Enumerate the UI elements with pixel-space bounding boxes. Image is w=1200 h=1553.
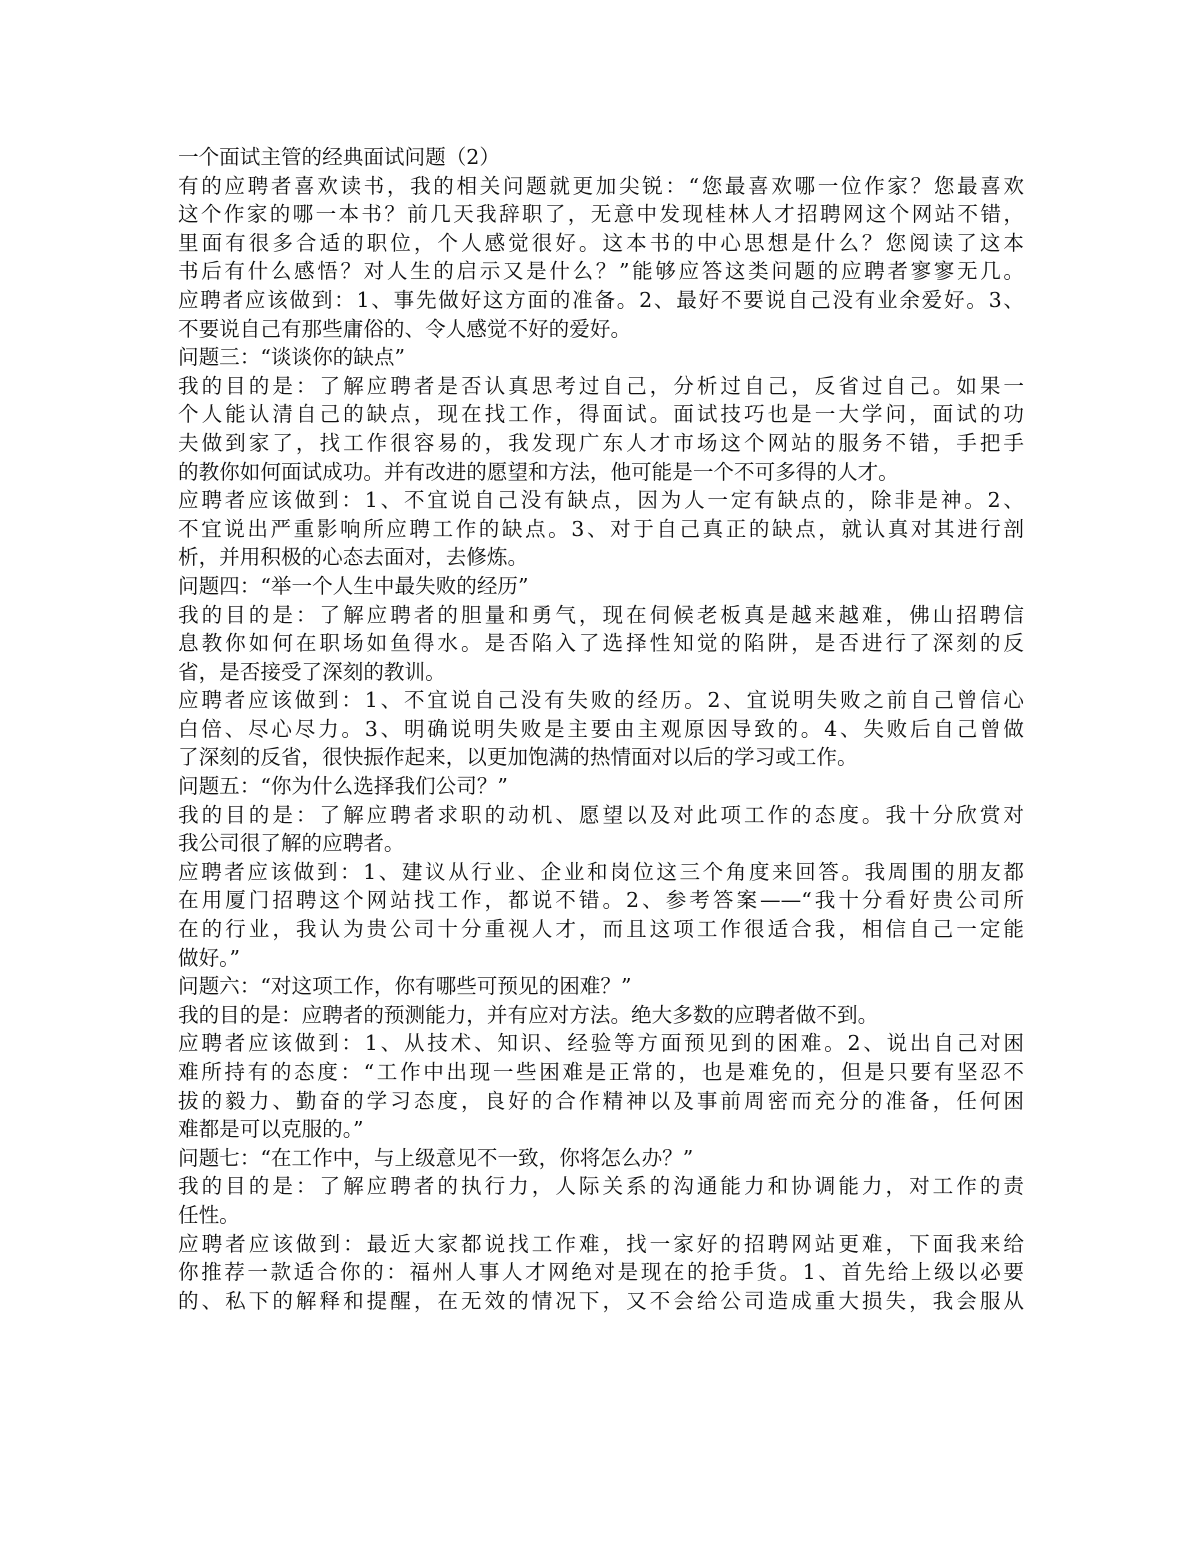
text-line: 应聘者应该做到：1、不宜说自己没有缺点，因为人一定有缺点的，除非是神。2、 <box>178 488 1024 513</box>
text-line: 夫做到家了，找工作很容易的，我发现广东人才市场这个网站的服务不错，手把手 <box>178 430 1024 455</box>
text-line: 难所持有的态度：“工作中出现一些困难是正常的，也是难免的，但是只要有坚忍不 <box>178 1060 1024 1084</box>
text-line: 我公司很了解的应聘者。 <box>178 831 405 856</box>
question-heading: 问题三：“谈谈你的缺点” <box>178 345 405 370</box>
text-line: 里面有很多合适的职位，个人感觉很好。这本书的中心思想是什么？您阅读了这本 <box>178 230 1024 255</box>
text-line: 的、私下的解释和提醒，在无效的情况下，又不会给公司造成重大损失，我会服从 <box>178 1288 1024 1313</box>
text-line: 应聘者应该做到：1、不宜说自己没有失败的经历。2、宜说明失败之前自己曾信心 <box>178 688 1024 713</box>
document-body <box>178 143 1024 1315</box>
text-line: 任性。 <box>178 1202 240 1227</box>
question-heading: 问题四：“举一个人生中最失败的经历” <box>178 573 529 598</box>
text-line: 应聘者应该做到：1、从技术、知识、经验等方面预见到的困难。2、说出自己对困 <box>178 1031 1024 1056</box>
text-line: 在用厦门招聘这个网站找工作，都说不错。2、参考答案——“我十分看好贵公司所 <box>178 888 1024 913</box>
text-line: 拔的毅力、勤奋的学习态度，良好的合作精神以及事前周密而充分的准备，任何困 <box>178 1088 1024 1113</box>
text-line: 了深刻的反省，很快振作起来，以更加饱满的热情面对以后的学习或工作。 <box>178 745 858 770</box>
text-line: 的教你如何面试成功。并有改进的愿望和方法，他可能是一个不可多得的人才。 <box>178 459 899 484</box>
text-line: 我的目的是：了解应聘者求职的动机、愿望以及对此项工作的态度。我十分欣赏对 <box>178 802 1024 827</box>
question-heading: 问题七：“在工作中，与上级意见不一致，你将怎么办？” <box>178 1145 694 1170</box>
text-line: 我的目的是：了解应聘者的胆量和勇气，现在伺候老板真是越来越难，佛山招聘信 <box>178 602 1024 627</box>
text-line: 我的目的是：了解应聘者是否认真思考过自己，分析过自己，反省过自己。如果一 <box>178 373 1024 398</box>
document-title: 一个面试主管的经典面试问题（2） <box>178 145 501 169</box>
text-line: 省，是否接受了深刻的教训。 <box>178 659 446 684</box>
question-heading: 问题六：“对这项工作，你有哪些可预见的困难？” <box>178 974 632 999</box>
text-line: 应聘者应该做到：1、建议从行业、企业和岗位这三个角度来回答。我周围的朋友都 <box>178 859 1024 884</box>
text-line: 在的行业，我认为贵公司十分重视人才，而且这项工作很适合我，相信自己一定能 <box>178 917 1024 942</box>
text-line: 应聘者应该做到：最近大家都说找工作难，找一家好的招聘网站更难，下面我来给 <box>178 1231 1024 1256</box>
text-line: 个人能认清自己的缺点，现在找工作，得面试。面试技巧也是一大学问，面试的功 <box>178 402 1024 427</box>
text-line: 做好。” <box>178 945 241 970</box>
text-line: 你推荐一款适合你的：福州人事人才网绝对是现在的抢手货。1、首先给上级以必要 <box>178 1260 1024 1285</box>
text-line: 不要说自己有那些庸俗的、令人感觉不好的爱好。 <box>178 316 632 341</box>
text-line: 息教你如何在职场如鱼得水。是否陷入了选择性知觉的陷阱，是否进行了深刻的反 <box>178 631 1024 656</box>
text-line: 这个作家的哪一本书？前几天我辞职了，无意中发现桂林人才招聘网这个网站不错， <box>178 202 1024 227</box>
text-line: 应聘者应该做到：1、事先做好这方面的准备。2、最好不要说自己没有业余爱好。3、 <box>178 287 1024 312</box>
text-line: 书后有什么感悟？对人生的启示又是什么？”能够应答这类问题的应聘者寥寥无几。 <box>178 259 1024 284</box>
text-line: 析，并用积极的心态去面对，去修炼。 <box>178 545 529 570</box>
text-line: 不宜说出严重影响所应聘工作的缺点。3、对于自己真正的缺点，就认真对其进行剖 <box>178 516 1024 541</box>
text-line: 我的目的是：应聘者的预测能力，并有应对方法。绝大多数的应聘者做不到。 <box>178 1002 879 1027</box>
question-heading: 问题五：“你为什么选择我们公司？” <box>178 774 508 799</box>
text-line: 难都是可以克服的。” <box>178 1117 364 1142</box>
text-line: 白倍、尽心尽力。3、明确说明失败是主要由主观原因导致的。4、失败后自己曾做 <box>178 716 1024 741</box>
text-line: 我的目的是：了解应聘者的执行力，人际关系的沟通能力和协调能力，对工作的责 <box>178 1174 1024 1199</box>
text-line: 有的应聘者喜欢读书，我的相关问题就更加尖锐：“您最喜欢哪一位作家？您最喜欢 <box>178 173 1024 198</box>
